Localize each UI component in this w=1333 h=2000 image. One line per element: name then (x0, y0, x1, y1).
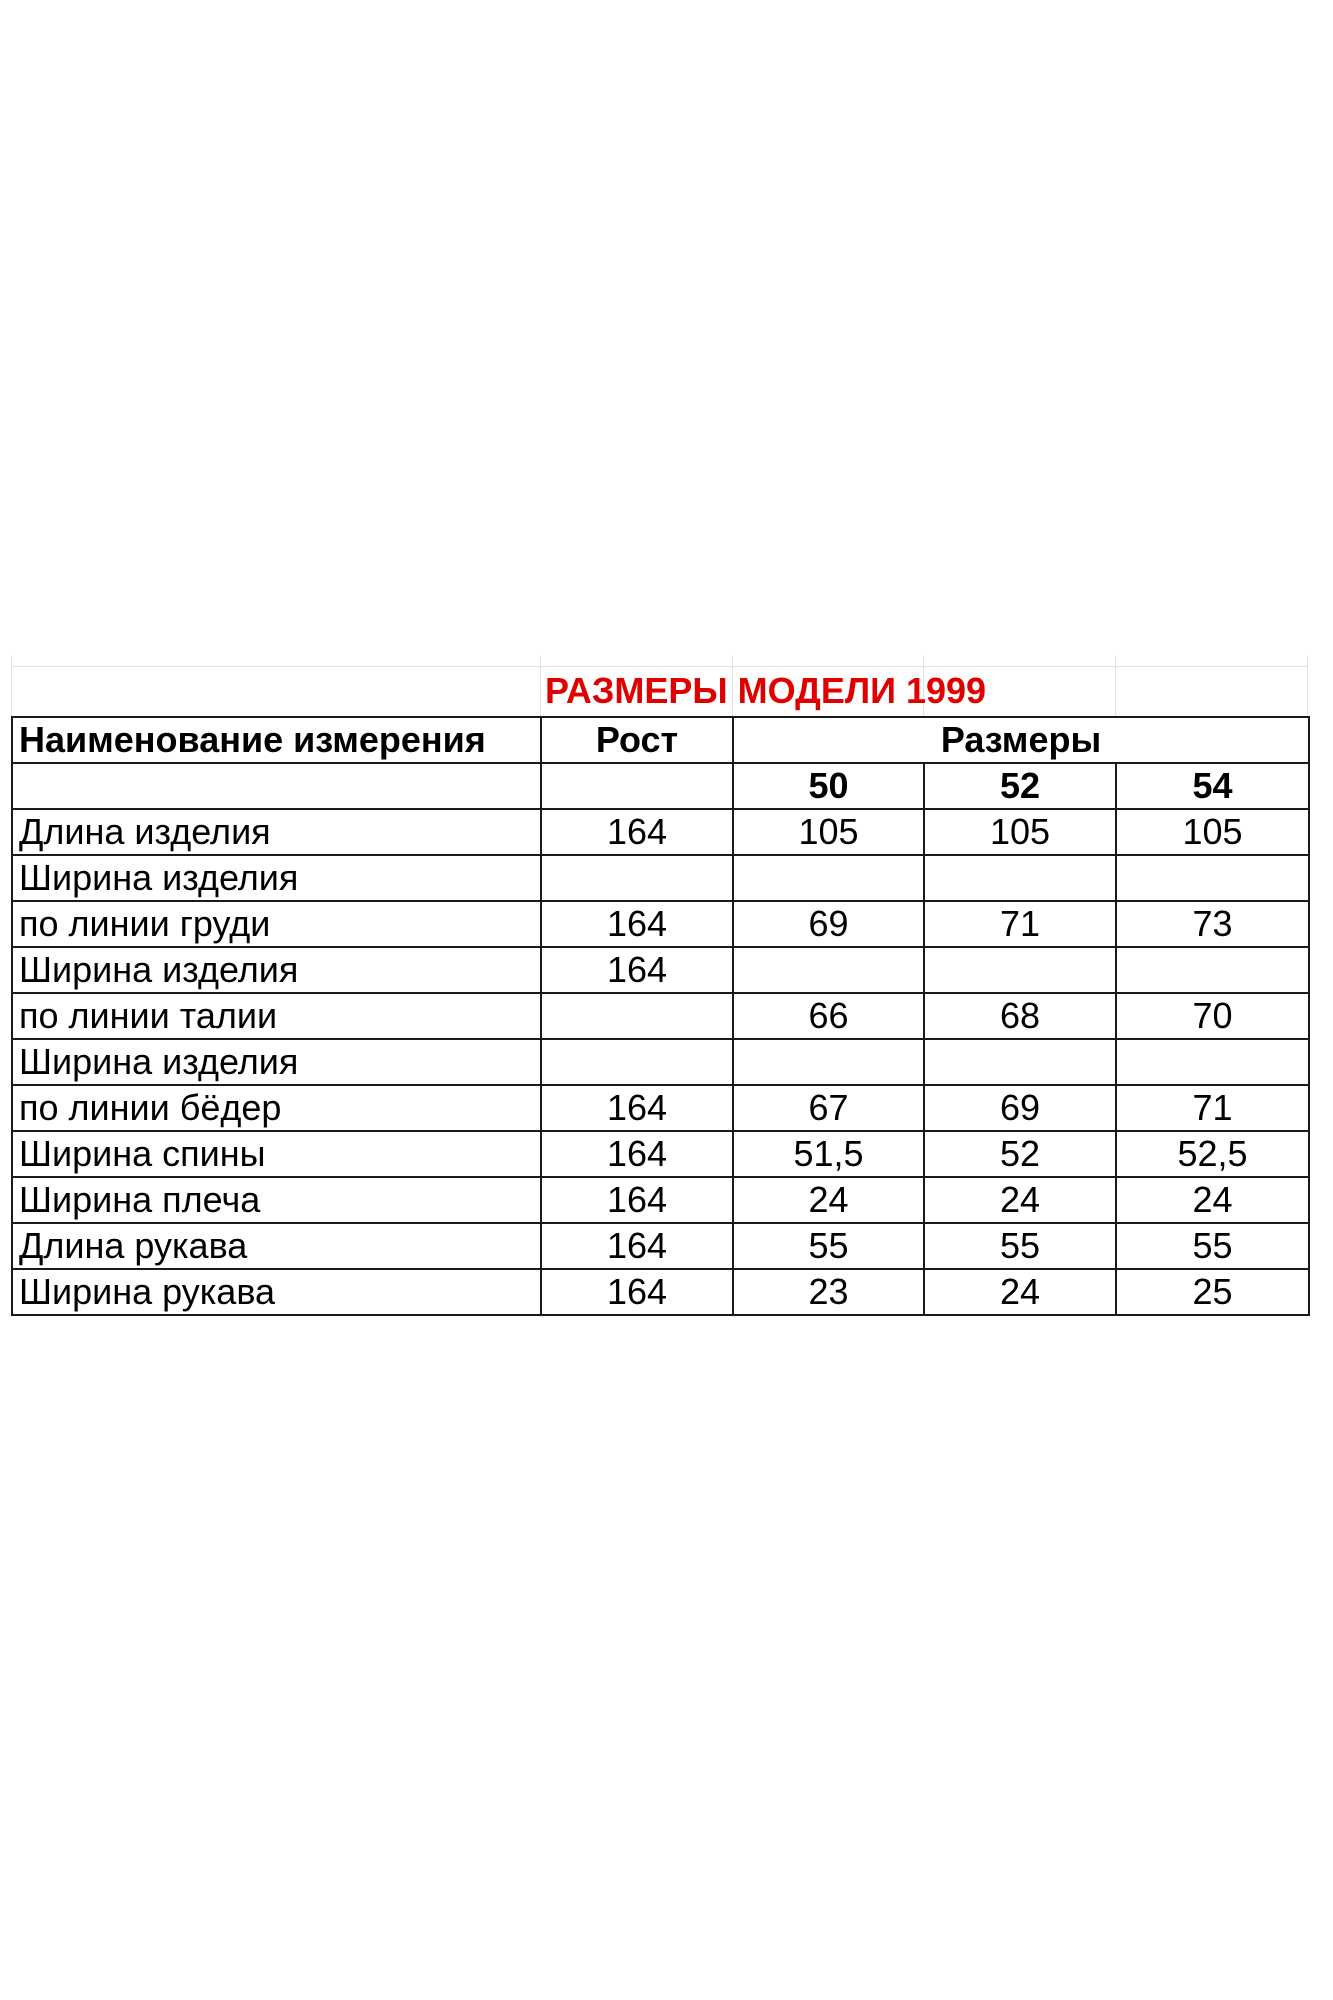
table-row (12, 1085, 1309, 1131)
size-50-cell: 105 (733, 809, 924, 855)
table-row (12, 1131, 1309, 1177)
measurement-name-cell: по линии груди (12, 901, 541, 947)
size-54-cell: 52,5 (1116, 1131, 1309, 1177)
size-52-cell: 105 (924, 809, 1116, 855)
sizes-header: Размеры (733, 717, 1309, 763)
table-row (12, 1223, 1309, 1269)
table-row (12, 993, 1309, 1039)
table-title: РАЗМЕРЫ МОДЕЛИ 1999 (545, 670, 987, 711)
table-row (12, 809, 1309, 855)
size-52-cell: 24 (924, 1177, 1116, 1223)
table-row (12, 1269, 1309, 1315)
size-54-cell: 71 (1116, 1085, 1309, 1131)
sheet-gridline (1307, 655, 1308, 717)
size-52-cell: 52 (924, 1131, 1116, 1177)
height-cell: 164 (541, 1085, 733, 1131)
size-54-cell (1116, 947, 1309, 993)
measurement-name-cell: Длина изделия (12, 809, 541, 855)
height-cell: 164 (541, 947, 733, 993)
measurement-header: Наименование измерения (12, 717, 541, 763)
size-52-cell: 24 (924, 1269, 1116, 1315)
size-50-cell (733, 1039, 924, 1085)
table-row (12, 855, 1309, 901)
height-header: Рост (541, 717, 733, 763)
size-chart-table (11, 716, 1310, 1316)
empty-cell (12, 763, 541, 809)
measurement-name-cell: Длина рукава (12, 1223, 541, 1269)
size-54-cell (1116, 855, 1309, 901)
height-cell: 164 (541, 1269, 733, 1315)
measurement-name-cell: Ширина изделия (12, 1039, 541, 1085)
size-52-cell (924, 855, 1116, 901)
height-cell (541, 855, 733, 901)
size-52-cell: 55 (924, 1223, 1116, 1269)
size-54-cell: 24 (1116, 1177, 1309, 1223)
size-numbers-row (12, 763, 1309, 809)
height-cell: 164 (541, 1223, 733, 1269)
height-cell: 164 (541, 1177, 733, 1223)
size-52-cell: 69 (924, 1085, 1116, 1131)
measurement-name-cell: по линии бёдер (12, 1085, 541, 1131)
size-54-cell: 73 (1116, 901, 1309, 947)
sheet-gridline (11, 666, 1308, 667)
size-50-cell (733, 947, 924, 993)
height-cell: 164 (541, 901, 733, 947)
size-50-header: 50 (733, 763, 924, 809)
height-cell: 164 (541, 809, 733, 855)
size-50-cell: 67 (733, 1085, 924, 1131)
size-52-cell: 71 (924, 901, 1116, 947)
table-row (12, 1177, 1309, 1223)
measurement-name-cell: по линии талии (12, 993, 541, 1039)
measurement-name-cell: Ширина изделия (12, 855, 541, 901)
measurement-name-cell: Ширина рукава (12, 1269, 541, 1315)
measurement-name-cell: Ширина плеча (12, 1177, 541, 1223)
size-52-cell (924, 1039, 1116, 1085)
height-cell (541, 993, 733, 1039)
size-54-cell: 55 (1116, 1223, 1309, 1269)
size-50-cell: 51,5 (733, 1131, 924, 1177)
size-50-cell: 66 (733, 993, 924, 1039)
sheet-gridline (540, 655, 541, 717)
table-row (12, 947, 1309, 993)
size-52-header: 52 (924, 763, 1116, 809)
size-50-cell (733, 855, 924, 901)
size-50-cell: 23 (733, 1269, 924, 1315)
size-52-cell: 68 (924, 993, 1116, 1039)
size-54-cell: 70 (1116, 993, 1309, 1039)
table-row (12, 901, 1309, 947)
size-50-cell: 24 (733, 1177, 924, 1223)
size-54-cell: 25 (1116, 1269, 1309, 1315)
size-50-cell: 69 (733, 901, 924, 947)
size-54-cell (1116, 1039, 1309, 1085)
size-52-cell (924, 947, 1116, 993)
measurement-name-cell: Ширина изделия (12, 947, 541, 993)
header-row (12, 717, 1309, 763)
height-cell (541, 1039, 733, 1085)
sheet-gridline (11, 655, 12, 717)
table-row (12, 1039, 1309, 1085)
height-cell: 164 (541, 1131, 733, 1177)
sheet-gridline (1115, 655, 1116, 717)
measurement-name-cell: Ширина спины (12, 1131, 541, 1177)
size-54-header: 54 (1116, 763, 1309, 809)
empty-cell (541, 763, 733, 809)
size-54-cell: 105 (1116, 809, 1309, 855)
size-50-cell: 55 (733, 1223, 924, 1269)
